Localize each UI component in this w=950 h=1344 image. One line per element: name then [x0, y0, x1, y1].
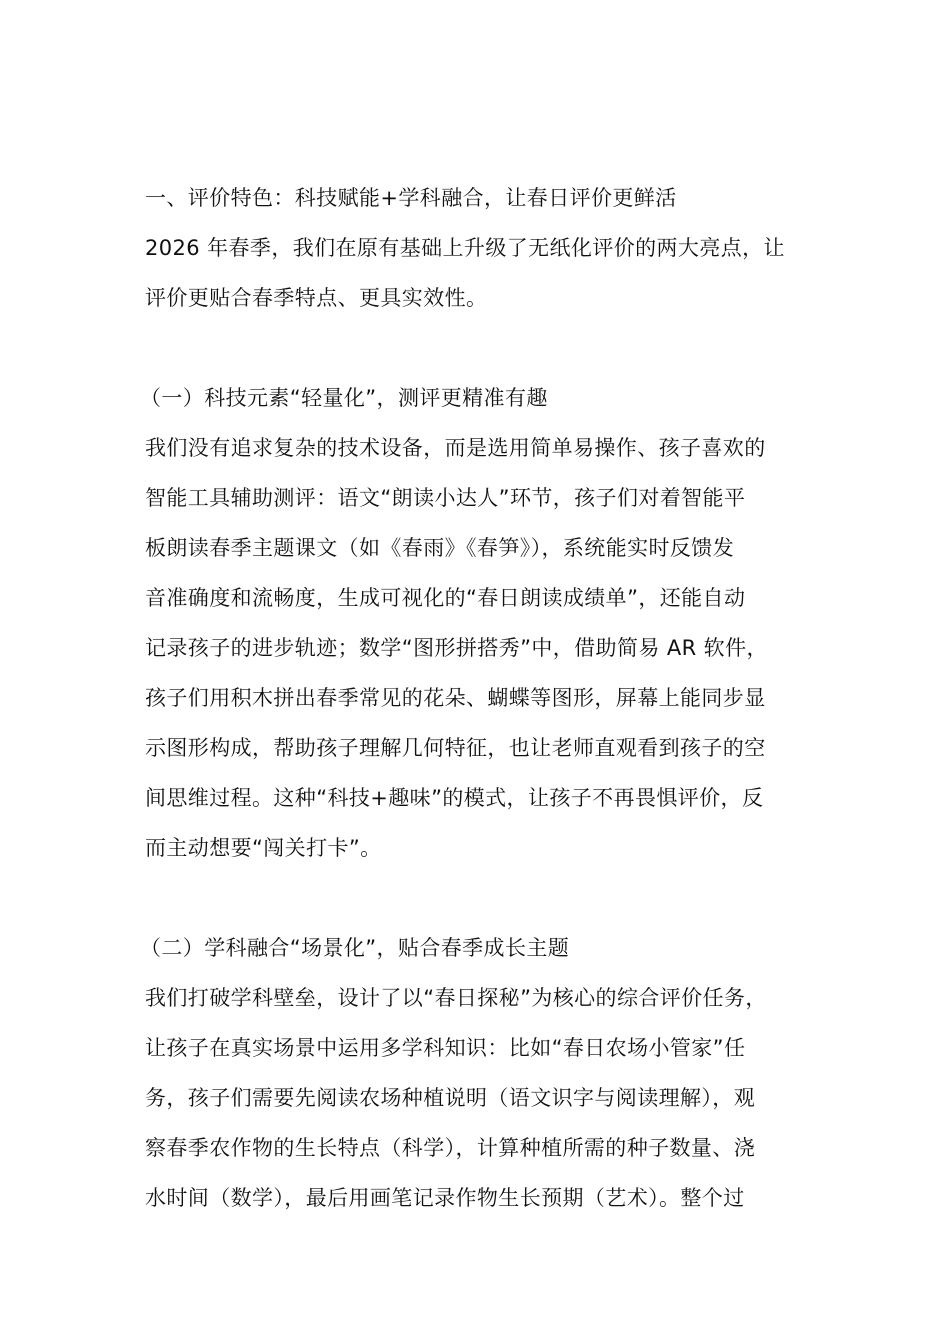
section-heading: 一、评价特色：科技赋能+学科融合，让春日评价更鲜活: [145, 186, 677, 210]
paragraph-line: 间思维过程。这种“科技+趣味”的模式，让孩子不再畏惧评价，反: [145, 786, 764, 810]
paragraph-line: 我们没有追求复杂的技术设备，而是选用简单易操作、孩子喜欢的: [145, 436, 766, 460]
paragraph-line: 我们打破学科壁垒，设计了以“春日探秘”为核心的综合评价任务，: [145, 986, 767, 1010]
paragraph-line: 2026 年春季，我们在原有基础上升级了无纸化评价的两大亮点，让: [145, 236, 785, 260]
paragraph-line: 务，孩子们需要先阅读农场种植说明（语文识字与阅读理解），观: [145, 1086, 756, 1110]
subsection-heading: （一）科技元素“轻量化”，测评更精准有趣: [140, 386, 548, 410]
paragraph-line: 孩子们用积木拼出春季常见的花朵、蝴蝶等图形，屏幕上能同步显: [145, 686, 766, 710]
paragraph-line: 察春季农作物的生长特点（科学），计算种植所需的种子数量、浇: [145, 1136, 756, 1160]
paragraph-line: 评价更贴合春季特点、更具实效性。: [145, 286, 488, 310]
paragraph-line: 水时间（数学），最后用画笔记录作物生长预期（艺术）。整个过: [145, 1186, 745, 1210]
paragraph-line: 而主动想要“闯关打卡”。: [145, 836, 382, 860]
paragraph-line: 智能工具辅助测评：语文“朗读小达人”环节，孩子们对着智能平: [145, 486, 746, 510]
subsection-heading: （二）学科融合“场景化”，贴合春季成长主题: [140, 936, 570, 960]
paragraph-line: 让孩子在真实场景中运用多学科知识：比如“春日农场小管家”任: [145, 1036, 746, 1060]
paragraph-line: 记录孩子的进步轨迹；数学“图形拼搭秀”中，借助简易 AR 软件，: [145, 636, 768, 660]
paragraph-line: 示图形构成，帮助孩子理解几何特征，也让老师直观看到孩子的空: [145, 736, 766, 760]
paragraph-line: 音准确度和流畅度，生成可视化的“春日朗读成绩单”，还能自动: [145, 586, 746, 610]
paragraph-line: 板朗读春季主题课文（如《春雨》《春笋》），系统能实时反馈发: [145, 536, 735, 560]
